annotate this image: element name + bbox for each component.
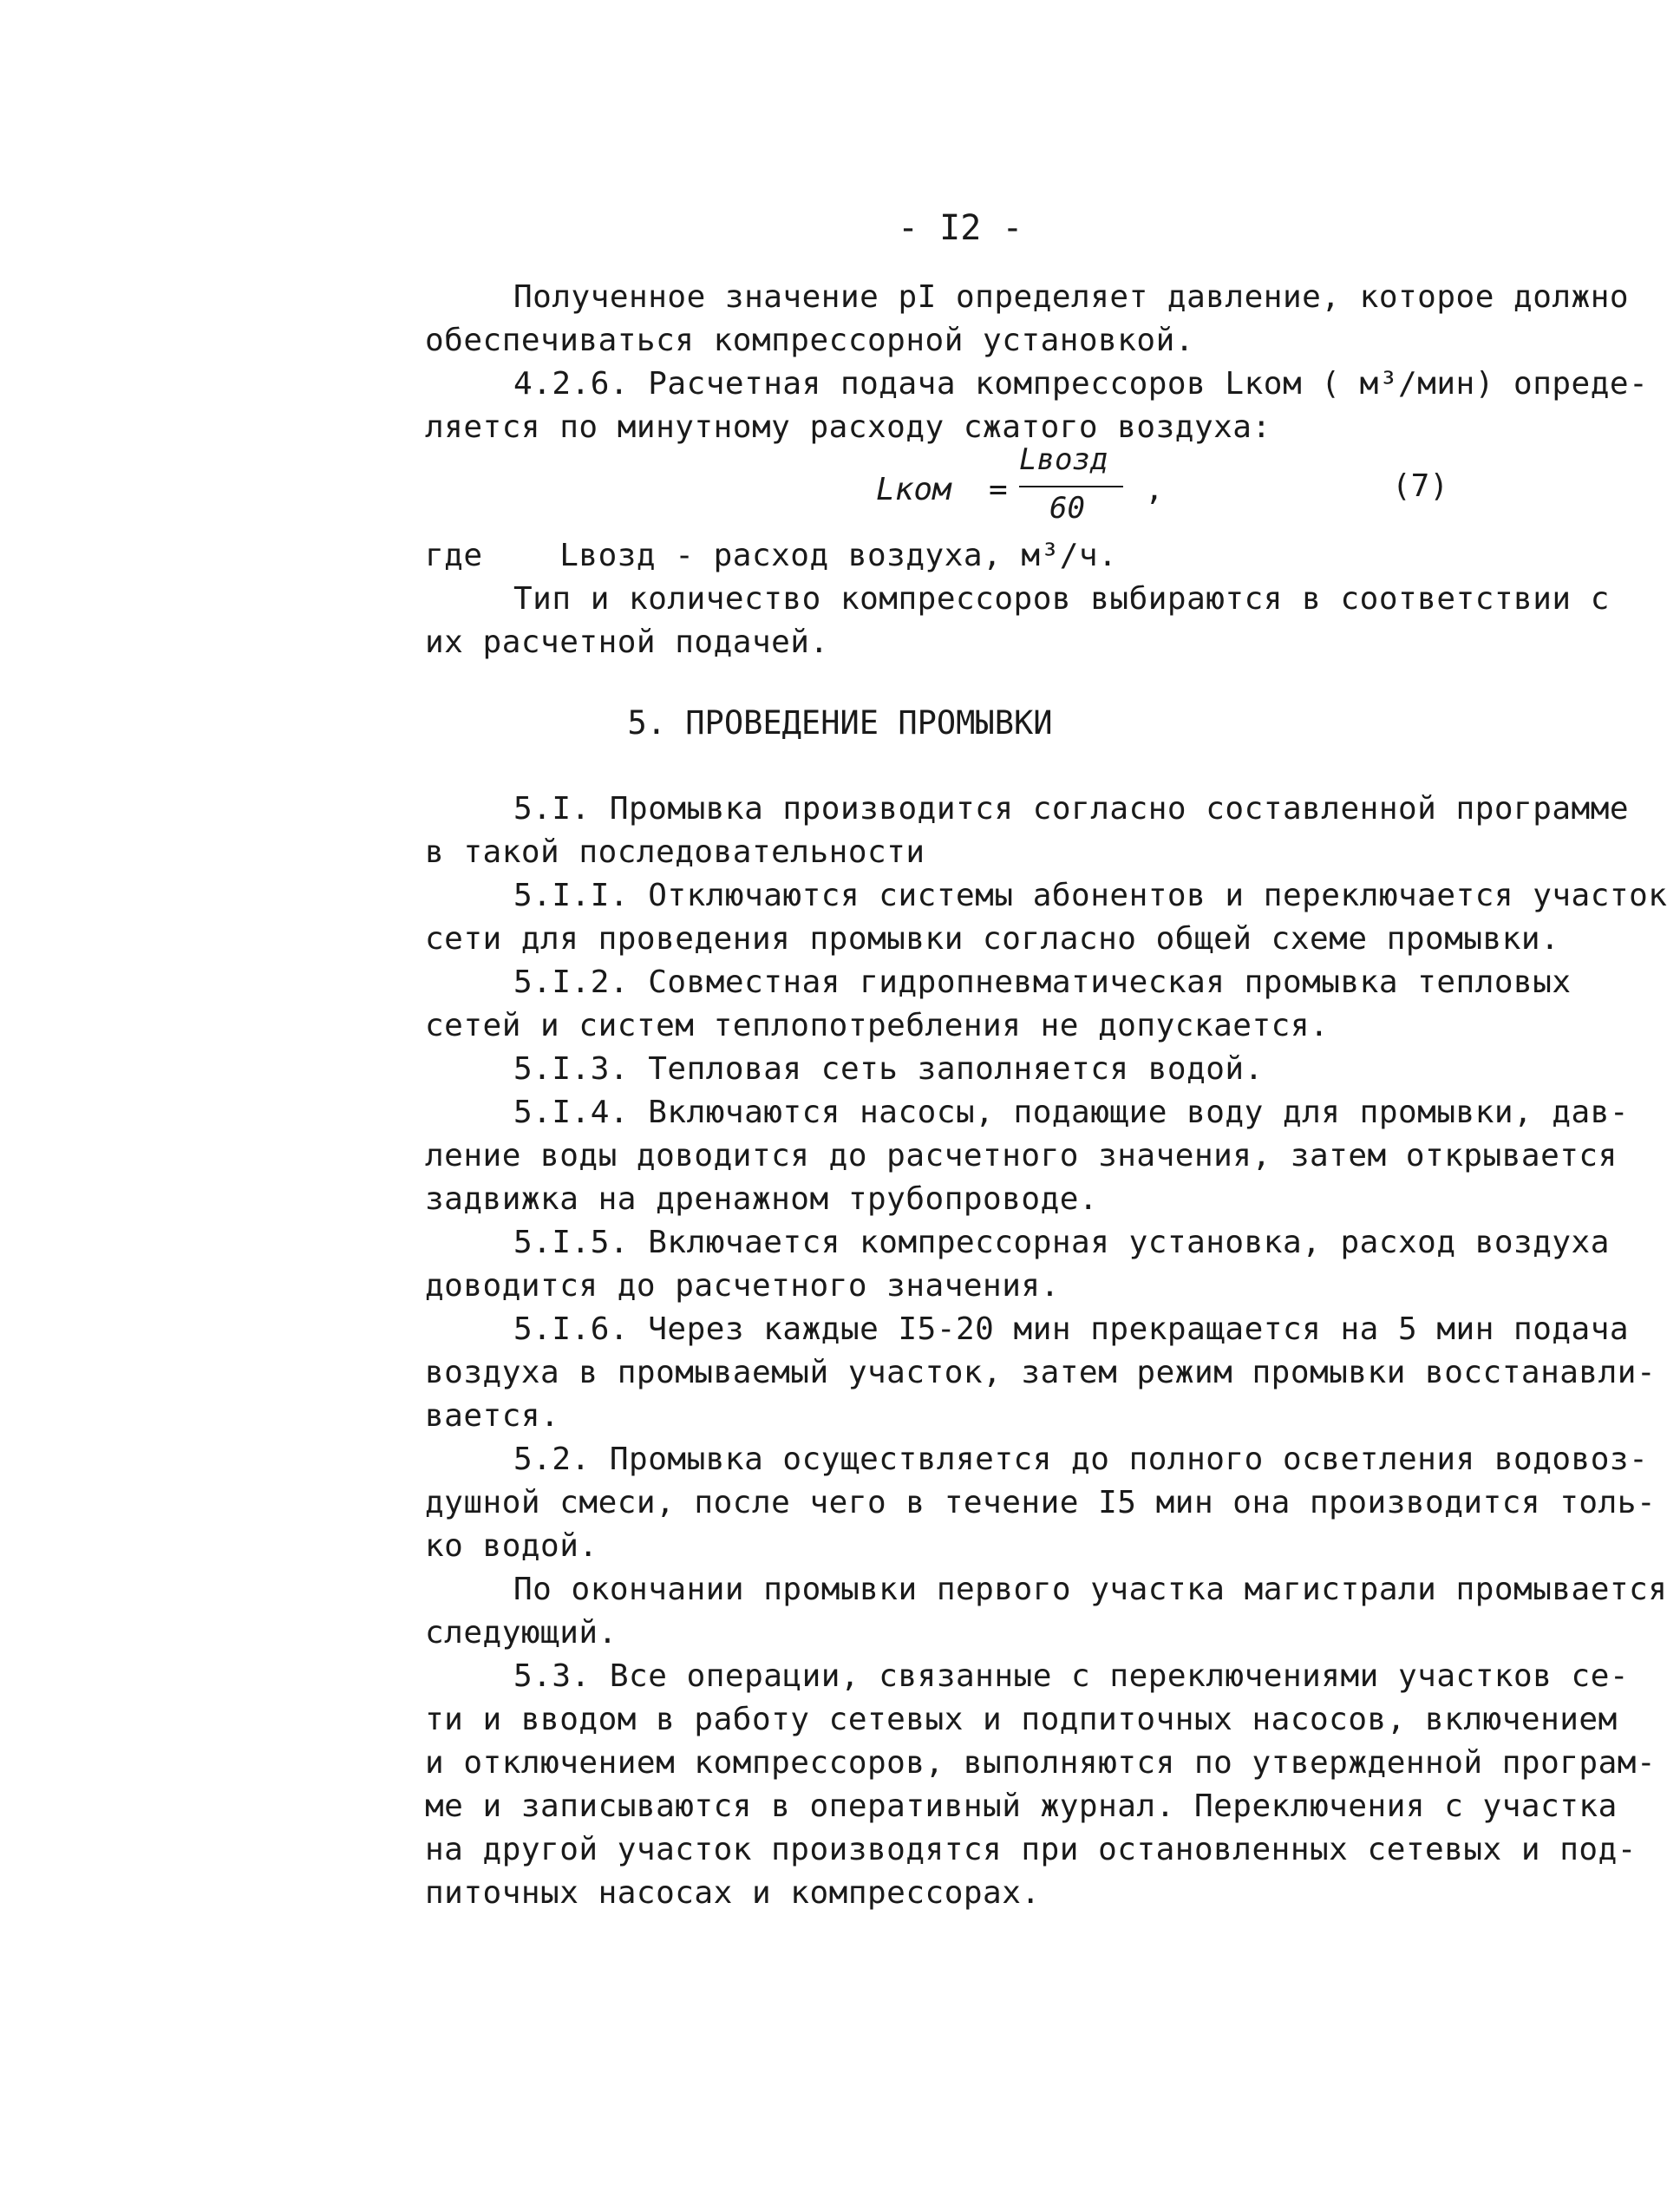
formula-comma: , (1145, 472, 1164, 507)
text-line: 5.I.I. Отключаются системы абонентов и переключается участок (513, 878, 1668, 913)
text-line: обеспечиваться компрессорной установкой. (425, 323, 1194, 358)
text-line: 5.3. Все операции, связанные с переключениями участков се- (513, 1658, 1630, 1694)
text-line: доводится до расчетного значения. (425, 1268, 1060, 1304)
text-line: ко водой. (425, 1528, 598, 1564)
text-line: душной смеси, после чего в течение I5 мин она производится толь- (425, 1485, 1657, 1520)
text-line: 4.2.6. Расчетная подача компрессоров Lком ( м³/мин) опреде- (513, 366, 1649, 402)
text-line: следующий. (425, 1615, 618, 1651)
text-line: По окончании промывки первого участка магистрали промывается (513, 1572, 1668, 1607)
text-line: в такой последовательности (425, 834, 925, 870)
formula-lhs: Lком (876, 472, 951, 507)
formula (876, 442, 1171, 529)
section-heading: 5. ПРОВЕДЕНИЕ ПРОМЫВКИ (627, 704, 1053, 742)
text-line: задвижка на дренажном трубопроводе. (425, 1181, 1099, 1217)
text-line: Полученное значение pI определяет давление, которое должно (513, 279, 1630, 315)
text-line: ти и вводом в работу сетевых и подпиточных насосов, включением (425, 1702, 1618, 1737)
text-line: ме и записываются в оперативный журнал. Переключения с участка (425, 1788, 1618, 1824)
text-line: 5.I.5. Включается компрессорная установка, расход воздуха (513, 1225, 1610, 1260)
formula-numerator: Lвозд (1019, 442, 1108, 477)
text-line: 5.2. Промывка осуществляется до полного осветления водовоз- (513, 1442, 1649, 1477)
text-line: вается. (425, 1398, 560, 1434)
text-line: и отключением компрессоров, выполняются по утвержденной програм- (425, 1745, 1657, 1781)
text-line: Тип и количество компрессоров выбираются в соответствии с (513, 581, 1610, 617)
text-line: питочных насосах и компрессорах. (425, 1875, 1041, 1911)
fraction-bar (1019, 486, 1123, 487)
text-line: воздуха в промываемый участок, затем режим промывки восстанавли- (425, 1355, 1657, 1390)
text-line: ление воды доводится до расчетного значения, затем открывается (425, 1138, 1618, 1174)
text-line: где Lвозд - расход воздуха, м³/ч. (425, 538, 1118, 573)
text-line: их расчетной подачей. (425, 624, 829, 660)
text-line: 5.I.6. Через каждые I5-20 мин прекращается на 5 мин подача (513, 1311, 1630, 1347)
text-line: 5.I. Промывка производится согласно составленной программе (513, 791, 1630, 827)
formula-denominator: 60 (1049, 491, 1085, 526)
text-line: сети для проведения промывки согласно общей схеме промывки. (425, 921, 1560, 957)
equation-number: (7) (1392, 468, 1449, 504)
page-number: - I2 - (898, 208, 1023, 248)
text-line: на другой участок производятся при остановленных сетевых и под- (425, 1832, 1637, 1867)
text-line: 5.I.4. Включаются насосы, подающие воду для промывки, дав- (513, 1095, 1630, 1130)
text-line: сетей и систем теплопотребления не допускается. (425, 1008, 1330, 1043)
text-line: 5.I.2. Совместная гидропневматическая промывка тепловых (513, 964, 1572, 1000)
text-line: ляется по минутному расходу сжатого воздуха: (425, 409, 1271, 445)
formula-equals: = (989, 472, 1008, 507)
text-line: 5.I.3. Тепловая сеть заполняется водой. (513, 1051, 1264, 1087)
